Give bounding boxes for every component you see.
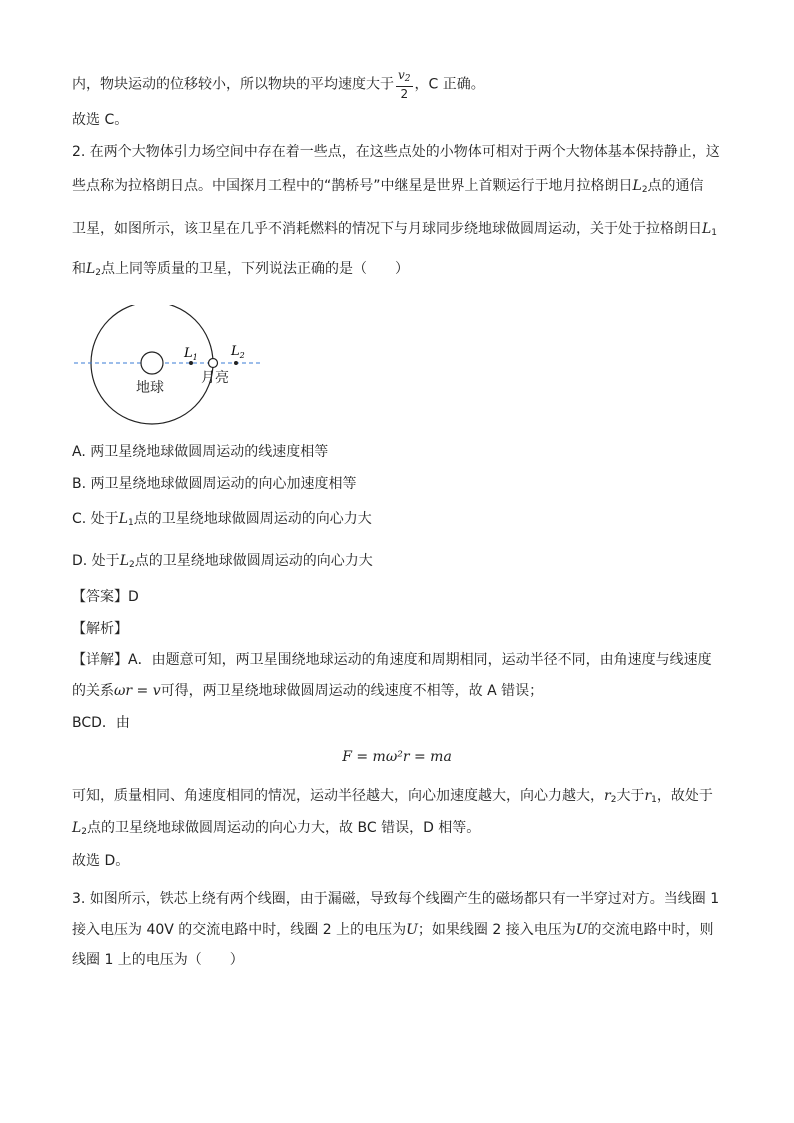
text-line [72,68,485,101]
text-segment: 内，物块运动的位移较小，所以物块的平均速度大于 [72,76,394,93]
detail-line-3: BCD．由 [72,715,130,731]
question-2-line-3: 卫星，如图所示，该卫星在几乎不消耗燃料的情况下与月球同步绕地球做圆周运动，关于处于拉格朗日$L_1$ [72,221,718,238]
detail-line-2: 的关系ωr = v可得，两卫星绕地球做圆周运动的线速度不相等，故 A 错误； [72,683,544,699]
fraction-numerator: $v_2$ [396,68,413,87]
earth-circle [141,352,163,374]
question-3-line-3: 线圈 1 上的电压为（ ） [72,952,244,968]
moon-label: 月亮 [201,370,229,386]
fraction-denominator: 2 [400,87,409,101]
l1-label: $L_1$ [184,346,198,362]
earth-label: 地球 [136,380,164,396]
analysis-label: 【解析】 [72,621,128,637]
question-2-line-2: 些点称为拉格朗日点。中国探月工程中的“鹊桥号”中继星是世界上首颗运行于地月拉格朗日$L_2$点的通信 [72,178,704,195]
question-3-line-2: 接入电压为 40V 的交流电路中时，线圈 2 上的电压为U；如果线圈 2 接入电压为U的交流电路中时，则 [72,922,714,938]
l2-point [234,361,238,365]
detail-end: 故选 D。 [72,853,130,869]
option-b: B. 两卫星绕地球做圆周运动的向心加速度相等 [72,476,357,492]
answer-value: D [128,589,139,605]
fraction-v2-over-2 [396,68,413,101]
formula-centripetal-force: F = mω²r = ma [342,749,452,765]
detail-line-4: 可知，质量相同、角速度相同的情况，运动半径越大，向心加速度越大，向心力越大，$r_2$大于$r_1$，故处于 [72,788,713,805]
detail-line-1: 【详解】A．由题意可知，两卫星围绕地球运动的角速度和周期相同，运动半径不同，由角速度与线速度 [72,652,712,668]
earth-moon-lagrange-figure [72,305,272,430]
text-segment: ，C 正确。 [414,76,485,93]
question-2-line-1: 2. 在两个大物体引力场空间中存在着一些点，在这些点处的小物体可相对于两个大物体基本保持静止，这 [72,144,720,160]
moon-circle [209,359,218,368]
l2-label: $L_2$ [231,344,245,360]
question-3-line-1: 3. 如图所示，铁芯上绕有两个线圈，由于漏磁，导致每个线圈产生的磁场都只有一半穿过对方。当线圈 1 [72,891,720,907]
answer-line [72,587,139,607]
question-2-line-4: 和$L_2$点上同等质量的卫星，下列说法正确的是（ ） [72,261,410,278]
answer-label: 【答案】 [72,589,128,605]
option-c: C. 处于$L_1$点的卫星绕地球做圆周运动的向心力大 [72,511,372,528]
detail-line-5: $L_2$点的卫星绕地球做圆周运动的向心力大，故 BC 错误，D 相等。 [72,820,481,837]
option-a: A. 两卫星绕地球做圆周运动的线速度相等 [72,444,329,460]
text-line: 故选 C。 [72,112,129,128]
option-d: D. 处于$L_2$点的卫星绕地球做圆周运动的向心力大 [72,553,373,570]
